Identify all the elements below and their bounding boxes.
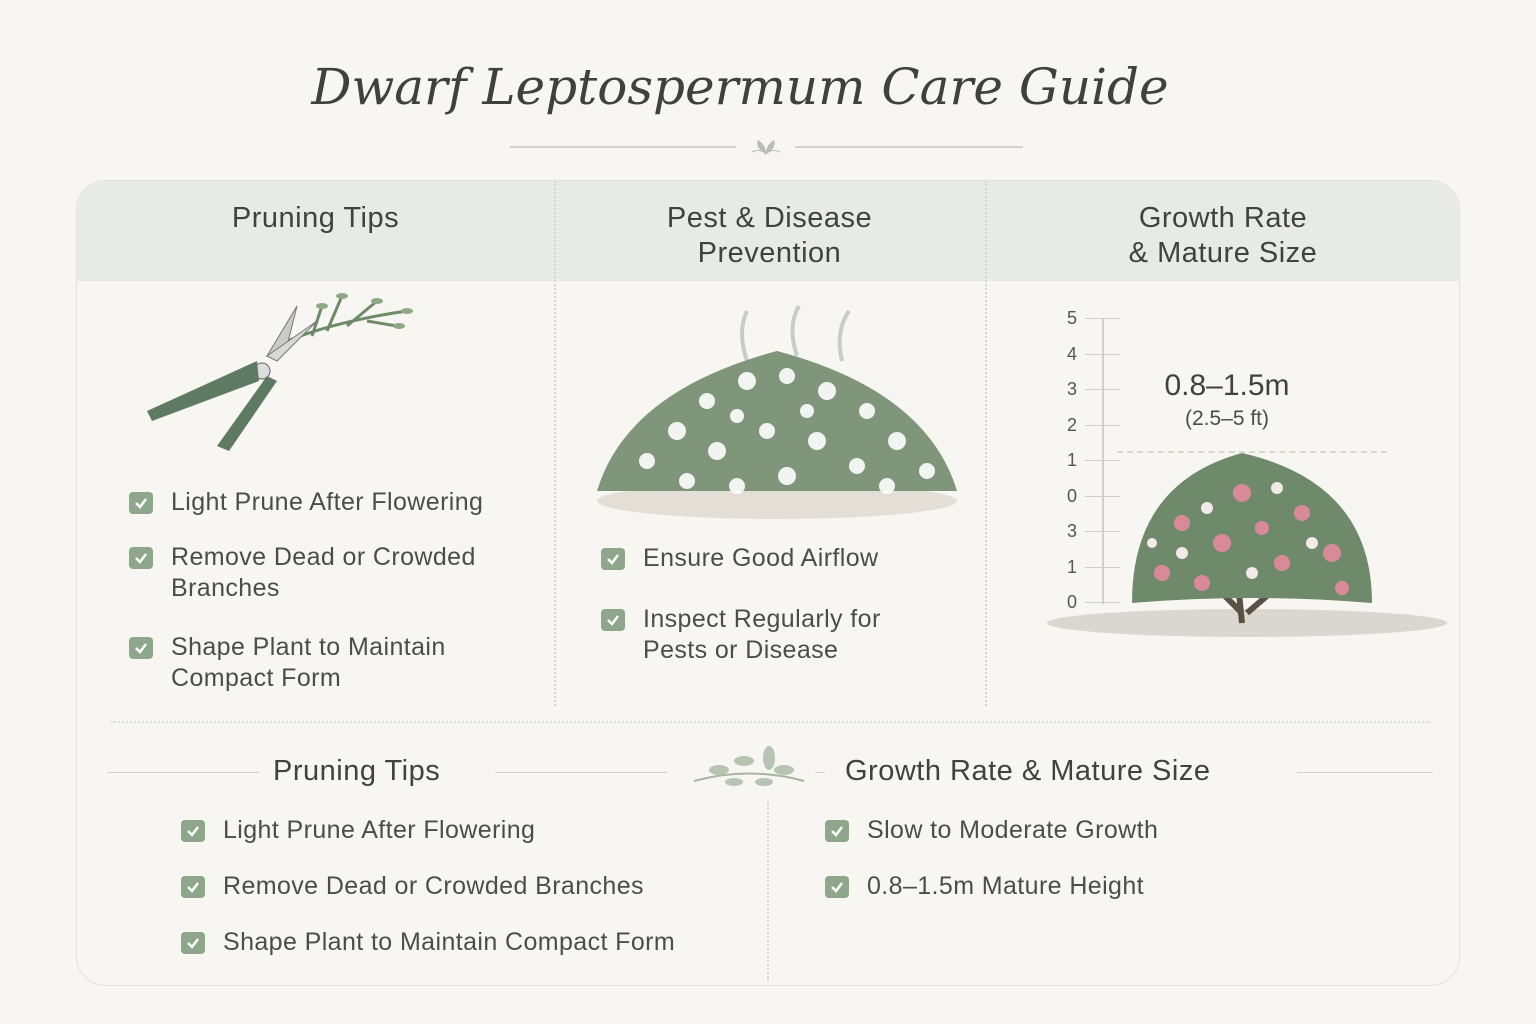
checkbox-checked-icon (825, 820, 849, 842)
scale-tick: 1 (1047, 557, 1120, 578)
checkbox-checked-icon (825, 876, 849, 898)
list-item: Shape Plant to Maintain Compact Form (181, 927, 781, 958)
checkbox-checked-icon (601, 548, 625, 570)
pest-list (601, 543, 961, 666)
list-item: Light Prune After Flowering (181, 815, 781, 846)
bottom-growth-heading: Growth Rate & Mature Size (845, 755, 1211, 787)
heading-rule (495, 772, 667, 773)
scale-tick: 5 (1047, 308, 1120, 329)
checkbox-checked-icon (129, 637, 153, 659)
bottom-pruning-heading: Pruning Tips (273, 755, 441, 787)
pruning-shears-icon (137, 281, 437, 466)
list-item: Light Prune After Flowering (129, 487, 559, 518)
leaf-ornament-icon (748, 136, 784, 161)
list-item: Inspect Regularly for Pests or Disease (601, 604, 931, 666)
white-flowering-shrub-image (587, 301, 967, 526)
bottom-growth-list (825, 815, 1325, 902)
scale-tick: 4 (1047, 344, 1120, 365)
list-item: 0.8–1.5m Mature Height (825, 871, 1325, 902)
list-item: Slow to Moderate Growth (825, 815, 1325, 846)
pink-flowering-shrub-image (1042, 443, 1452, 648)
pruning-list (129, 487, 559, 694)
checkbox-checked-icon (129, 547, 153, 569)
mature-size-metric: 0.8–1.5m (1164, 369, 1290, 402)
heading-rule (107, 772, 259, 773)
bottom-pruning-list (181, 815, 781, 958)
heading-rule (815, 772, 825, 773)
pruning-tips-heading: Pruning Tips (231, 202, 400, 234)
growth-rate-heading: Growth Rate & Mature Size (1128, 202, 1318, 269)
list-item: Shape Plant to Maintain Compact Form (129, 632, 529, 694)
checkbox-checked-icon (181, 876, 205, 898)
page-title: Dwarf Leptospermum Care Guide (311, 58, 1169, 116)
heading-rule (1297, 772, 1433, 773)
section-divider (111, 721, 1431, 723)
checkbox-checked-icon (129, 492, 153, 514)
care-guide-card (76, 180, 1460, 986)
list-item: Ensure Good Airflow (601, 543, 961, 574)
title-divider-left (510, 146, 736, 148)
list-item: Remove Dead or Crowded Branches (129, 542, 549, 604)
scale-tick: 3 (1047, 521, 1120, 542)
mature-size-imperial: (2.5–5 ft) (1184, 407, 1270, 430)
title-divider-right (795, 146, 1023, 148)
checkbox-checked-icon (181, 932, 205, 954)
pest-prevention-heading: Pest & Disease Prevention (666, 202, 873, 269)
scale-tick: 1 (1047, 450, 1120, 471)
scale-tick: 0 (1047, 592, 1120, 613)
checkbox-checked-icon (181, 820, 205, 842)
list-item: Remove Dead or Crowded Branches (181, 871, 781, 902)
scale-tick: 2 (1047, 415, 1120, 436)
leaf-sprig-icon (689, 746, 809, 796)
scale-tick: 0 (1047, 486, 1120, 507)
checkbox-checked-icon (601, 609, 625, 631)
scale-tick: 3 (1047, 379, 1120, 400)
